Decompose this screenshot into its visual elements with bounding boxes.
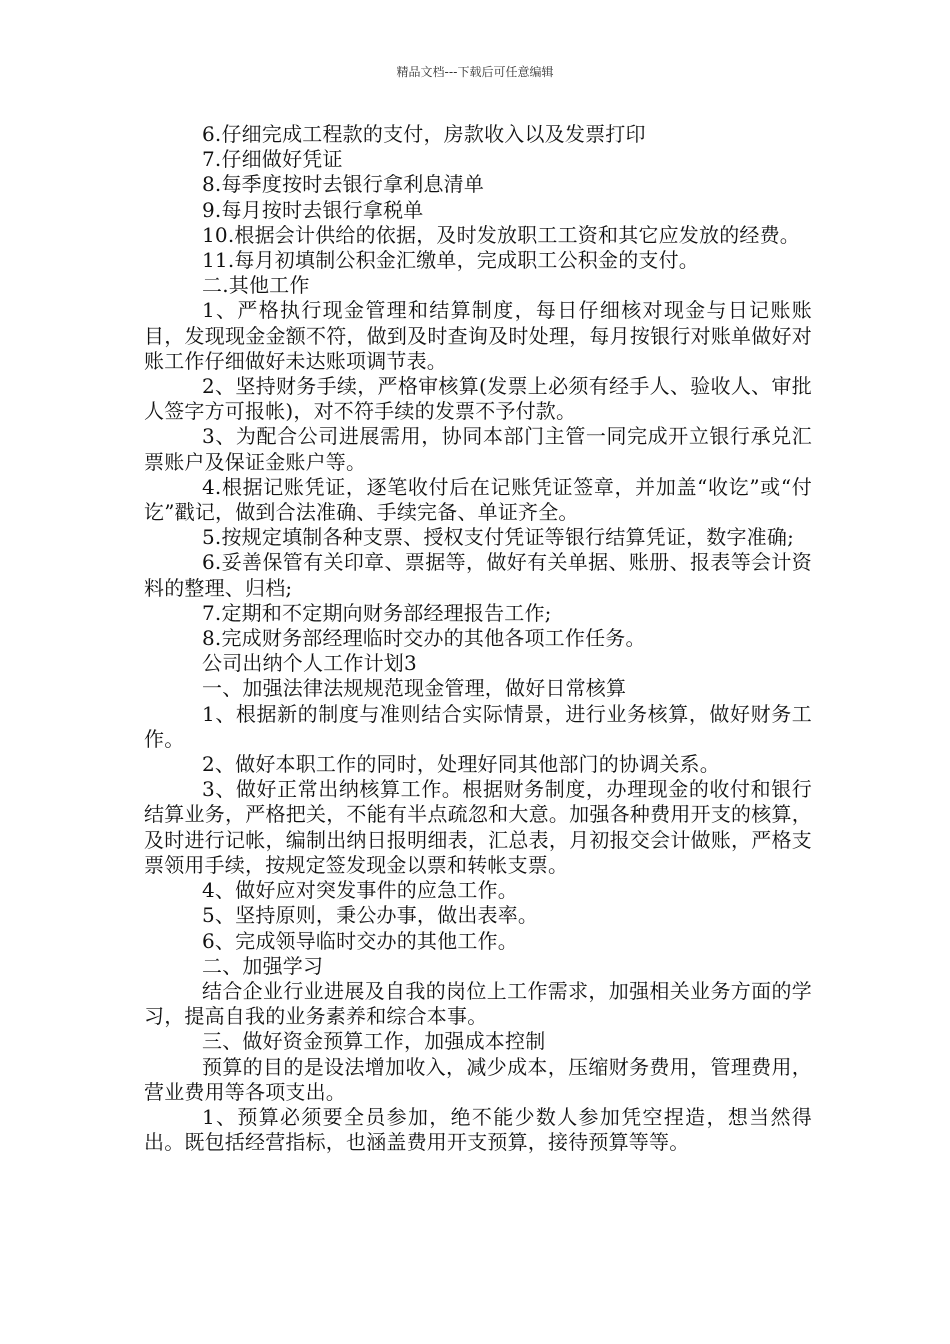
paragraph: 5.按规定填制各种支票、授权支付凭证等银行结算凭证，数字准确;	[202, 525, 795, 550]
paragraph: 10.根据会计供给的依据，及时发放职工工资和其它应发放的经费。	[202, 222, 801, 247]
paragraph: 2、坚持财务手续，严格审核算(发票上必须有经手人、验收人、审批人签字方可报帐)，对不符手续的发票不予付款。	[144, 374, 812, 424]
section-heading: 二.其他工作	[202, 273, 310, 298]
section-title: 公司出纳个人工作计划3	[202, 651, 417, 676]
paragraph: 6.妥善保管有关印章、票据等，做好有关单据、账册、报表等会计资料的整理、归档;	[144, 550, 812, 600]
paragraph: 3、为配合公司进展需用，协同本部门主管一同完成开立银行承兑汇票账户及保证金账户等。	[144, 424, 812, 474]
paragraph: 1、预算必须要全员参加，绝不能少数人参加凭空捏造，想当然得出。既包括经营指标，也涵盖费用开支预算，接待预算等等。	[144, 1104, 812, 1155]
paragraph: 7.定期和不定期向财务部经理报告工作;	[202, 600, 552, 625]
paragraph: 1、严格执行现金管理和结算制度，每日仔细核对现金与日记账账目，发现现金金额不符，做到及时查询及时处理，每月按银行对账单做好对账工作仔细做好未达账项调节表。	[144, 298, 812, 373]
paragraph: 1、根据新的制度与准则结合实际情景，进行业务核算，做好财务工作。	[144, 701, 812, 751]
paragraph: 8.每季度按时去银行拿利息清单	[202, 172, 485, 197]
section-heading: 一、加强法律法规规范现金管理，做好日常核算	[202, 676, 627, 701]
section-heading: 三、做好资金预算工作，加强成本控制	[202, 1029, 546, 1054]
paragraph: 3、做好正常出纳核算工作。根据财务制度，办理现金的收付和银行结算业务，严格把关，不能有半点疏忽和大意。加强各种费用开支的核算，及时进行记帐，编制出纳日报明细表，汇总表，月初报交会计做账，严格支票领用手续，按规定签发现金以票和转帐支票。	[144, 777, 812, 877]
paragraph: 8.完成财务部经理临时交办的其他各项工作任务。	[202, 626, 646, 651]
paragraph: 4、做好应对突发事件的应急工作。	[202, 878, 518, 903]
document-body	[144, 122, 812, 1155]
paragraph: 7.仔细做好凭证	[202, 147, 343, 172]
section-heading: 二、加强学习	[202, 953, 324, 978]
paragraph: 4.根据记账凭证，逐笔收付后在记账凭证签章，并加盖“收讫”或“付讫”戳记，做到合法准确、手续完备、单证齐全。	[144, 474, 812, 525]
paragraph: 6、完成领导临时交办的其他工作。	[202, 928, 518, 953]
paragraph: 结合企业行业进展及自我的岗位上工作需求，加强相关业务方面的学习，提高自我的业务素养和综合本事。	[144, 978, 812, 1029]
paragraph: 预算的目的是设法增加收入，减少成本，压缩财务费用，管理费用，营业费用等各项支出。	[144, 1054, 812, 1104]
paragraph: 11.每月初填制公积金汇缴单，完成职工公积金的支付。	[202, 248, 700, 273]
paragraph: 5、坚持原则，秉公办事，做出表率。	[202, 903, 539, 928]
paragraph: 2、做好本职工作的同时，处理好同其他部门的协调关系。	[202, 752, 720, 777]
paragraph: 6.仔细完成工程款的支付，房款收入以及发票打印	[202, 122, 646, 146]
page-header: 精品文档---下载后可任意编辑	[396, 65, 554, 79]
paragraph: 9.每月按时去银行拿税单	[202, 197, 424, 222]
